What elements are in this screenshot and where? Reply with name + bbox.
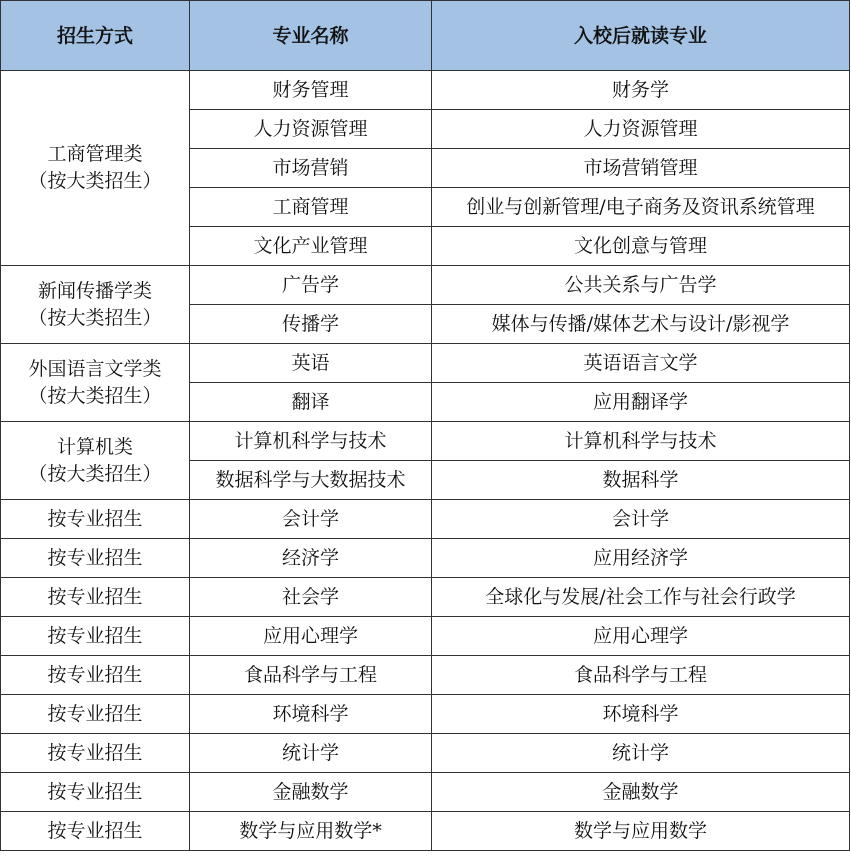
study-major-cell: 财务学 [432, 71, 850, 110]
enrollment-method-line: 按专业招生 [47, 741, 143, 764]
enrollment-method-cell [1, 578, 190, 617]
major-name-cell: 数学与应用数学* [190, 812, 432, 851]
major-name-cell: 统计学 [190, 734, 432, 773]
major-name-cell: 传播学 [190, 305, 432, 344]
table-row [1, 578, 850, 617]
enrollment-method-cell [1, 500, 190, 539]
table-row [1, 539, 850, 578]
study-major-cell: 数据科学 [432, 461, 850, 500]
enrollment-method-line: 按专业招生 [47, 546, 143, 569]
table-row [1, 773, 850, 812]
enrollment-method-line: （按大类招生） [28, 462, 162, 485]
enrollment-method-line: （按大类招生） [28, 384, 162, 407]
major-name-cell: 金融数学 [190, 773, 432, 812]
enrollment-method-line: 按专业招生 [47, 780, 143, 803]
enrollment-method-cell [1, 812, 190, 851]
major-name-cell: 市场营销 [190, 149, 432, 188]
study-major-cell: 应用心理学 [432, 617, 850, 656]
study-major-cell: 食品科学与工程 [432, 656, 850, 695]
major-name-cell: 环境科学 [190, 695, 432, 734]
enrollment-method-line: 按专业招生 [47, 624, 143, 647]
enrollment-method-cell [1, 734, 190, 773]
enrollment-method-line: 按专业招生 [47, 507, 143, 530]
study-major-cell: 公共关系与广告学 [432, 266, 850, 305]
study-major-cell: 环境科学 [432, 695, 850, 734]
enrollment-method-line: （按大类招生） [28, 170, 162, 192]
study-major-cell: 市场营销管理 [432, 149, 850, 188]
table-row [1, 617, 850, 656]
header-major-name: 专业名称 [190, 1, 432, 71]
enrollment-method-cell [1, 617, 190, 656]
enrollment-method-line: 按专业招生 [47, 819, 143, 842]
table-row [1, 656, 850, 695]
enrollment-method-cell [1, 773, 190, 812]
study-major-cell: 媒体与传播/媒体艺术与设计/影视学 [432, 305, 850, 344]
major-name-cell: 人力资源管理 [190, 110, 432, 149]
major-name-cell: 英语 [190, 344, 432, 383]
enrollment-method-cell [1, 656, 190, 695]
study-major-cell: 文化创意与管理 [432, 227, 850, 266]
enrollment-method-line: 计算机类 [56, 435, 133, 458]
study-major-cell: 应用翻译学 [432, 383, 850, 422]
study-major-cell: 创业与创新管理/电子商务及资讯系统管理 [432, 188, 850, 227]
study-major-cell: 全球化与发展/社会工作与社会行政学 [432, 578, 850, 617]
study-major-cell: 会计学 [432, 500, 850, 539]
study-major-cell: 数学与应用数学 [432, 812, 850, 851]
study-major-cell: 人力资源管理 [432, 110, 850, 149]
major-name-cell: 会计学 [190, 500, 432, 539]
major-name-cell: 工商管理 [190, 188, 432, 227]
major-name-cell: 财务管理 [190, 71, 432, 110]
enrollment-method-cell [1, 422, 190, 500]
table-row [1, 71, 850, 110]
table-row [1, 344, 850, 383]
study-major-cell: 英语语言文学 [432, 344, 850, 383]
major-name-cell: 经济学 [190, 539, 432, 578]
enrollment-method-cell [1, 344, 190, 422]
enrollment-method-line: 外国语言文学类 [28, 357, 162, 380]
major-name-cell: 社会学 [190, 578, 432, 617]
enrollment-method-cell [1, 266, 190, 344]
study-major-cell: 金融数学 [432, 773, 850, 812]
table-row [1, 734, 850, 773]
major-name-cell: 应用心理学 [190, 617, 432, 656]
enrollment-method-line: 新闻传播学类 [37, 279, 152, 302]
major-name-cell: 翻译 [190, 383, 432, 422]
enrollment-method-cell [1, 695, 190, 734]
major-name-cell: 食品科学与工程 [190, 656, 432, 695]
enrollment-method-line: 工商管理类 [47, 143, 143, 165]
major-name-cell: 广告学 [190, 266, 432, 305]
enrollment-method-line: （按大类招生） [28, 306, 162, 329]
major-name-cell: 数据科学与大数据技术 [190, 461, 432, 500]
enrollment-method-cell [1, 539, 190, 578]
table-row [1, 422, 850, 461]
major-name-cell: 文化产业管理 [190, 227, 432, 266]
table-row [1, 266, 850, 305]
enrollment-method-line: 按专业招生 [47, 702, 143, 725]
table-row [1, 500, 850, 539]
major-name-cell: 计算机科学与技术 [190, 422, 432, 461]
table-row [1, 812, 850, 851]
header-row [1, 1, 850, 71]
table-row [1, 695, 850, 734]
study-major-cell: 统计学 [432, 734, 850, 773]
study-major-cell: 计算机科学与技术 [432, 422, 850, 461]
enrollment-method-line: 按专业招生 [47, 663, 143, 686]
table-body [1, 71, 850, 851]
study-major-cell: 应用经济学 [432, 539, 850, 578]
enrollment-method-cell [1, 71, 190, 266]
enrollment-method-line: 按专业招生 [47, 585, 143, 608]
header-study-major: 入校后就读专业 [432, 1, 850, 71]
header-enrollment-method: 招生方式 [1, 1, 190, 71]
